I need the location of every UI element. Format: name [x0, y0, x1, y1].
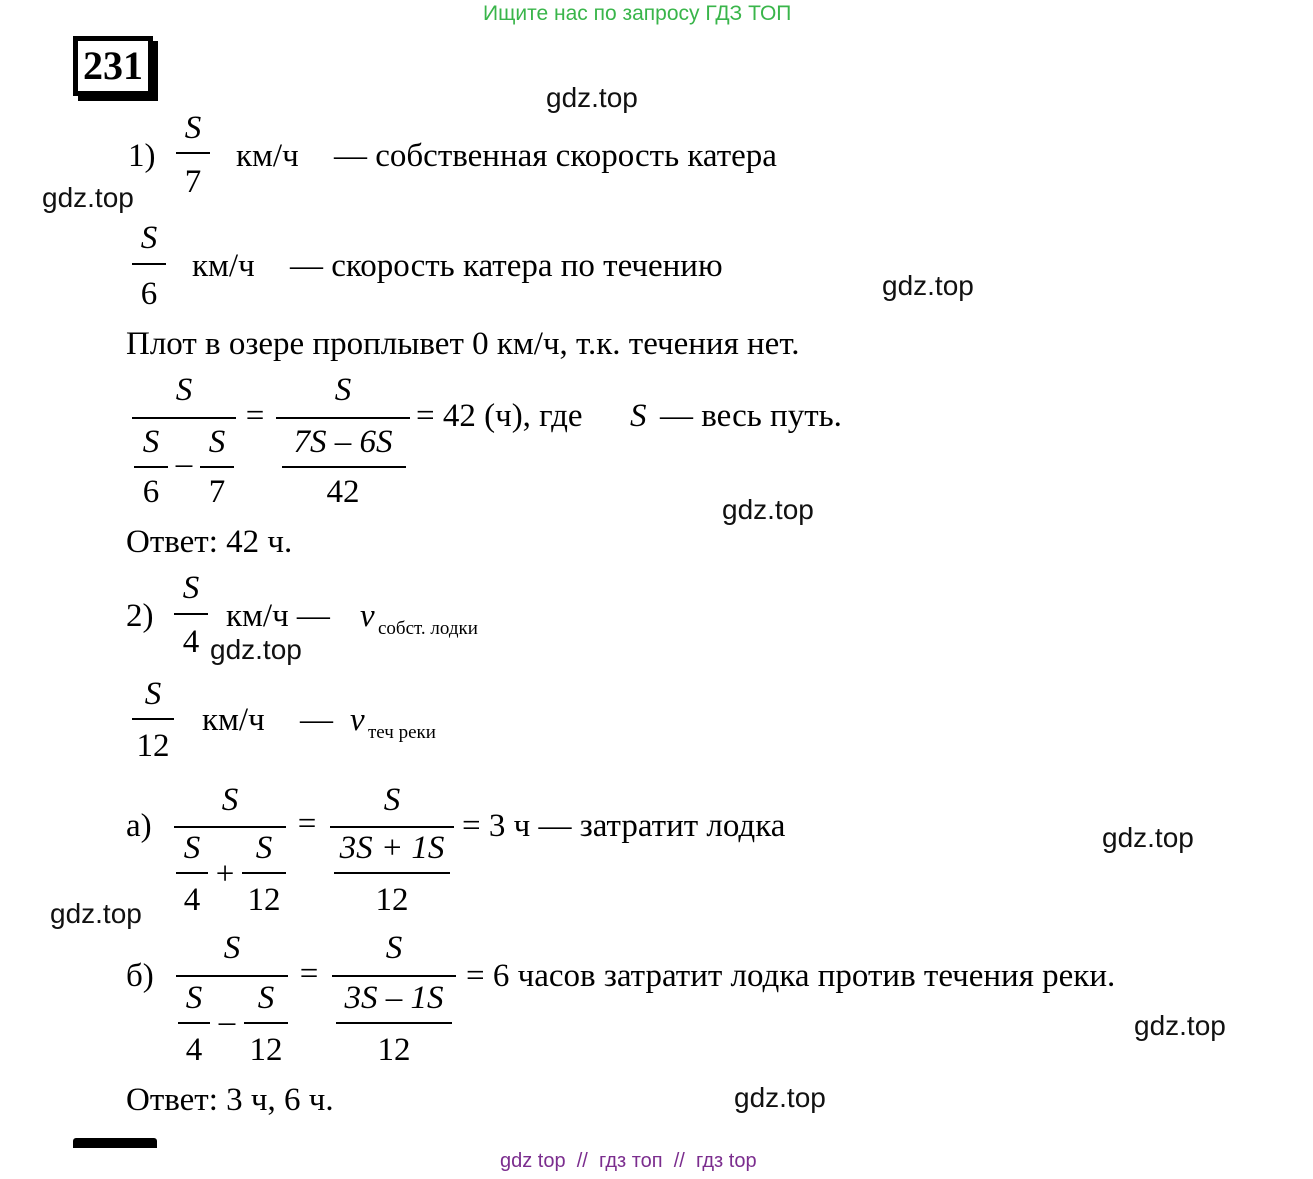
fraction-denominator: 6 — [140, 276, 158, 312]
fraction-bar — [336, 1022, 452, 1024]
fraction-numerator: S — [208, 424, 226, 460]
fraction-numerator: S — [175, 372, 193, 408]
fraction-bar — [330, 826, 454, 828]
unit-text: км/ч — [192, 248, 255, 284]
fraction-bar — [176, 975, 288, 977]
fraction-numerator: S — [140, 220, 158, 256]
minus-sign: – — [175, 446, 193, 482]
watermark: gdz.top — [50, 898, 142, 929]
watermark: gdz.top — [734, 1082, 826, 1113]
equals-sign: = — [245, 398, 265, 434]
case-b-result: = 6 часов затратит лодка против течения реки. — [466, 958, 1116, 994]
fraction-numerator: S — [184, 110, 202, 146]
watermark: gdz.top — [210, 634, 302, 665]
fraction-numerator: 7S – 6S — [293, 424, 393, 460]
fraction-denominator: 12 — [247, 882, 281, 918]
fraction-bar — [244, 1022, 288, 1024]
velocity-subscript: собст. лодки — [378, 618, 478, 639]
watermark: gdz.top — [42, 182, 134, 213]
fraction-bar — [132, 718, 174, 720]
unit-text: км/ч — — [226, 598, 330, 634]
fraction-denominator: 12 — [375, 882, 409, 918]
case-a-label: а) — [126, 808, 152, 844]
dash: — — [300, 702, 333, 738]
fraction-numerator: S — [144, 676, 162, 712]
fraction-denominator: 12 — [377, 1032, 411, 1068]
unit-text: км/ч — [236, 138, 299, 174]
fraction-bar — [174, 826, 286, 828]
equation-result: = 42 (ч), где — [416, 398, 583, 434]
watermark: gdz.top — [546, 82, 638, 113]
fraction-bar — [242, 872, 286, 874]
fraction-bar — [176, 152, 210, 154]
fraction-numerator: S — [255, 830, 273, 866]
watermark: gdz.top — [1134, 1010, 1226, 1041]
fraction-denominator: 6 — [142, 474, 160, 510]
raft-sentence: Плот в озере проплывет 0 км/ч, т.к. течения нет. — [126, 326, 800, 362]
fraction-denominator: 4 — [185, 1032, 203, 1068]
fraction-numerator: S — [334, 372, 352, 408]
fraction-numerator: S — [185, 980, 203, 1016]
fraction-bar — [174, 613, 208, 615]
part1-label: 1) — [128, 138, 156, 174]
fraction-numerator: S — [223, 930, 241, 966]
watermark: gdz.top — [882, 270, 974, 301]
fraction-denominator: 4 — [183, 882, 201, 918]
fraction-numerator: S — [383, 782, 401, 818]
fraction-numerator: 3S + 1S — [339, 830, 445, 866]
site-banner: Ищите нас по запросу ГДЗ ТОП — [483, 2, 792, 25]
fraction-denominator: 7 — [184, 164, 202, 200]
equals-sign: = — [297, 806, 317, 842]
fraction-bar — [132, 417, 236, 419]
fraction-numerator: S — [142, 424, 160, 460]
fraction-bar — [200, 466, 234, 468]
line1-text: — собственная скорость катера — [334, 138, 777, 174]
fraction-bar — [132, 263, 166, 265]
problem-number: 231 — [73, 36, 153, 96]
fraction-bar — [276, 417, 410, 419]
case-b-label: б) — [126, 958, 154, 994]
fraction-numerator: S — [182, 570, 200, 606]
fraction-numerator: 3S – 1S — [344, 980, 444, 1016]
fraction-bar — [332, 975, 456, 977]
fraction-numerator: S — [257, 980, 275, 1016]
velocity-symbol: v — [350, 702, 365, 738]
watermark: gdz.top — [1102, 822, 1194, 853]
case-a-result: = 3 ч — затратит лодка — [462, 808, 786, 844]
minus-sign: – — [218, 1004, 236, 1040]
fraction-denominator: 12 — [136, 728, 170, 764]
fraction-bar — [282, 466, 406, 468]
fraction-denominator: 12 — [249, 1032, 283, 1068]
fraction-numerator: S — [385, 930, 403, 966]
part2-label: 2) — [126, 598, 154, 634]
line2-text: — скорость катера по течению — [290, 248, 723, 284]
next-problem-box-edge — [73, 1138, 157, 1148]
plus-sign: + — [215, 856, 235, 892]
site-footer: gdz top // гдз топ // гдз top — [500, 1150, 757, 1172]
answer-1: Ответ: 42 ч. — [126, 524, 293, 560]
unit-text: км/ч — [202, 702, 265, 738]
velocity-symbol: v — [360, 598, 375, 634]
fraction-denominator: 42 — [326, 474, 360, 510]
fraction-bar — [334, 872, 450, 874]
fraction-denominator: 4 — [182, 624, 200, 660]
variable-s: S — [630, 398, 647, 434]
velocity-subscript: теч реки — [368, 722, 436, 743]
answer-2: Ответ: 3 ч, 6 ч. — [126, 1082, 334, 1118]
equals-sign: = — [299, 956, 319, 992]
fraction-numerator: S — [221, 782, 239, 818]
fraction-bar — [178, 1022, 210, 1024]
fraction-bar — [176, 872, 208, 874]
watermark: gdz.top — [722, 494, 814, 525]
fraction-denominator: 7 — [208, 474, 226, 510]
fraction-numerator: S — [183, 830, 201, 866]
equation-tail: — весь путь. — [660, 398, 842, 434]
fraction-bar — [134, 466, 168, 468]
